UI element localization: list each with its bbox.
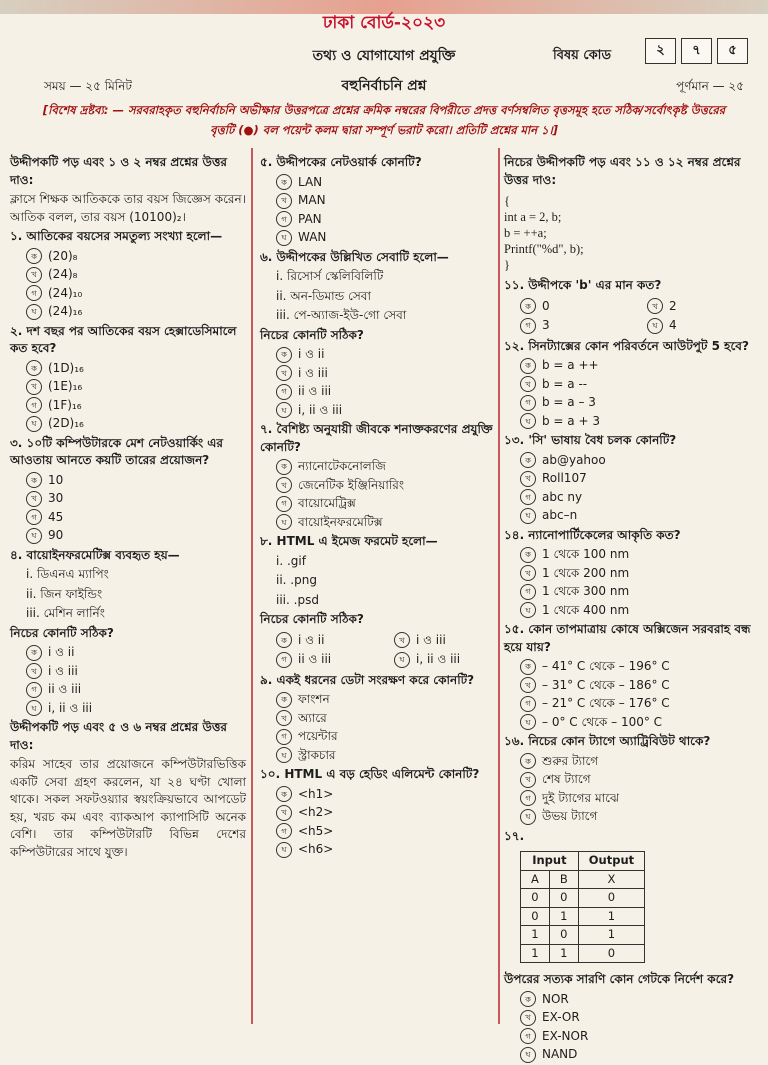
option-item xyxy=(520,771,758,789)
option-text: i ও ii xyxy=(298,347,325,361)
options-q13 xyxy=(504,452,758,525)
option-marker: ক xyxy=(520,452,536,468)
statement: ii. .png xyxy=(276,573,317,587)
option-item xyxy=(520,546,758,564)
option-item xyxy=(276,823,496,841)
option-marker: খ xyxy=(520,471,536,487)
option-item xyxy=(520,507,758,525)
option-text: 1 থেকে 200 nm xyxy=(542,565,630,580)
option-item xyxy=(276,841,496,859)
option-item xyxy=(520,753,758,771)
option-marker: গ xyxy=(520,318,536,334)
option-marker: ঘ xyxy=(276,747,292,763)
option-marker: ঘ xyxy=(520,413,536,429)
option-item xyxy=(520,714,758,732)
option-text: Roll107 xyxy=(542,471,587,485)
option-item xyxy=(276,691,496,709)
options-q10 xyxy=(260,786,496,859)
option-marker: গ xyxy=(26,682,42,698)
option-item xyxy=(520,470,758,488)
option-marker: খ xyxy=(520,1010,536,1026)
question-2: ২. দশ বছর পর আতিকের বয়স হেক্সাডেসিমালে কত হবে? xyxy=(10,323,237,355)
column-divider xyxy=(251,148,253,1024)
option-text: i ও iii xyxy=(298,365,328,380)
option-text: (20)₈ xyxy=(48,248,78,263)
option-marker: খ xyxy=(276,193,292,209)
column-divider xyxy=(498,148,500,1024)
option-item xyxy=(276,211,496,229)
option-marker: ঘ xyxy=(520,1047,536,1063)
option-marker: খ xyxy=(520,376,536,392)
question-8: ৮. HTML এ ইমেজ ফরমেট হলো— xyxy=(260,534,438,548)
option-text: 1 থেকে 300 nm xyxy=(542,584,630,598)
options-q4 xyxy=(10,644,246,717)
option-item xyxy=(276,458,496,476)
full-marks-label: পূর্ণমান — ২৫ xyxy=(676,79,744,93)
option-item xyxy=(276,229,496,247)
code-digit: ৫ xyxy=(717,38,748,64)
option-text: দুই ট্যাগের মাঝে xyxy=(542,790,620,805)
option-text: b = a + 3 xyxy=(542,413,600,428)
stimulus-heading: উদ্দীপকটি পড় এবং ৫ ও ৬ নম্বর প্রশ্নের উত্তর দাও: xyxy=(10,720,227,752)
option-marker: গ xyxy=(520,584,536,600)
table-cell: 1 xyxy=(521,926,550,945)
option-item xyxy=(26,644,246,662)
question-11: ১১. উদ্দীপকে 'b' এর মান কত? xyxy=(504,278,662,292)
column-2 xyxy=(260,152,496,860)
which-correct: নিচের কোনটি সঠিক? xyxy=(260,612,364,626)
option-text: – 0° C থেকে – 100° C xyxy=(542,714,663,729)
option-item xyxy=(276,346,496,364)
options-q3 xyxy=(10,472,246,545)
option-item xyxy=(26,285,246,303)
option-marker: গ xyxy=(520,395,536,411)
option-text: ফাংশন xyxy=(298,692,330,706)
option-item xyxy=(276,651,378,669)
option-marker: খ xyxy=(520,772,536,788)
option-marker: গ xyxy=(520,790,536,806)
option-text: <h1> xyxy=(298,786,334,801)
option-item xyxy=(520,452,758,470)
option-text: (24)₁₆ xyxy=(48,304,83,318)
table-cell: 1 xyxy=(549,944,578,963)
stimulus-text: করিম সাহেব তার প্রয়োজনে কম্পিউটারভিত্তিক একটি সেবা গ্রহণ করলেন, যা ২৪ ঘণ্টা খোলা থাকে। সকল সফটওয়্যার স্বয়ংক্রিয়ভাবে আপডেট হয়, খরচ কম এবং ব্যাকআপ ক্যাপাসিটি অনেক বেশি। তার কম্পিউটারটি বিভিন্ন দেশের কম্পিউটারের সাথে যুক্ত। xyxy=(10,757,246,859)
option-marker: গ xyxy=(276,384,292,400)
option-marker: ঘ xyxy=(276,842,292,858)
option-marker: ক xyxy=(276,786,292,802)
option-item xyxy=(276,514,496,532)
option-marker: ঘ xyxy=(276,402,292,418)
truth-table xyxy=(520,851,645,963)
option-item xyxy=(276,495,496,513)
table-cell: 0 xyxy=(549,889,578,908)
which-correct: নিচের কোনটি সঠিক? xyxy=(10,625,114,640)
table-row xyxy=(521,944,645,963)
option-item xyxy=(276,192,496,210)
option-item xyxy=(520,1046,758,1064)
option-text: 0 xyxy=(542,298,550,313)
column-3 xyxy=(504,152,758,1065)
option-item xyxy=(520,695,758,713)
option-text: i, ii ও iii xyxy=(48,700,93,715)
table-cell: 0 xyxy=(521,907,550,926)
option-marker: ক xyxy=(520,547,536,563)
options-q11 xyxy=(504,297,758,336)
option-marker: খ xyxy=(26,379,42,395)
table-cell: 0 xyxy=(521,889,550,908)
option-marker: খ xyxy=(276,805,292,821)
option-text: i ও iii xyxy=(416,632,446,647)
option-item xyxy=(520,658,758,676)
table-cell: 0 xyxy=(549,926,578,945)
option-text: উভয় ট্যাগে xyxy=(542,809,598,823)
option-text: i, ii ও iii xyxy=(416,652,461,666)
option-text: 30 xyxy=(48,491,64,505)
table-cell: 0 xyxy=(578,944,644,963)
option-text: (1E)₁₆ xyxy=(48,379,83,393)
question-6: ৬. উদ্দীপকের উল্লিখিত সেবাটি হলো— xyxy=(260,249,449,264)
option-marker: ক xyxy=(520,298,536,314)
option-marker: গ xyxy=(276,729,292,745)
option-text: অ্যারে xyxy=(298,710,327,725)
statement: iii. মেশিন লার্নিং xyxy=(26,606,105,620)
option-item xyxy=(276,402,496,420)
option-marker: গ xyxy=(520,1028,536,1044)
option-text: (1F)₁₆ xyxy=(48,397,82,412)
option-marker: ক xyxy=(276,632,292,648)
table-row xyxy=(521,907,645,926)
statement: ii. জিন ফাইন্ডিং xyxy=(26,586,103,601)
option-text: b = a ++ xyxy=(542,358,599,372)
option-item xyxy=(520,489,758,507)
option-item xyxy=(276,728,496,746)
option-marker: ক xyxy=(520,753,536,769)
option-text: b = a -- xyxy=(542,376,588,391)
table-col-header: A xyxy=(521,870,550,889)
option-marker: খ xyxy=(394,632,410,648)
code-line: Printf("%d", b); xyxy=(504,242,584,256)
option-text: স্ট্রাকচার xyxy=(298,747,336,762)
code-line: } xyxy=(504,258,510,272)
option-marker: ঘ xyxy=(520,809,536,825)
statement: i. ডিএনএ ম্যাপিং xyxy=(26,567,109,581)
option-text: শুরুর ট্যাগে xyxy=(542,753,599,768)
table-cell: 1 xyxy=(578,907,644,926)
statement: i. .gif xyxy=(276,553,306,568)
option-item xyxy=(276,804,496,822)
option-text: বায়োইনফরমেটিক্স xyxy=(298,514,383,529)
column-1 xyxy=(10,152,246,863)
option-marker: খ xyxy=(26,663,42,679)
option-text: NOR xyxy=(542,991,569,1006)
option-marker: ঘ xyxy=(276,514,292,530)
option-item xyxy=(394,651,496,669)
option-item xyxy=(26,472,246,490)
option-item xyxy=(520,602,758,620)
option-marker: ঘ xyxy=(520,714,536,730)
options-q7 xyxy=(260,458,496,531)
time-label: সময় — ২৫ মিনিট xyxy=(44,79,132,93)
option-item xyxy=(520,790,758,808)
option-marker: ক xyxy=(26,645,42,661)
code-snippet xyxy=(504,193,758,273)
option-item xyxy=(26,360,246,378)
option-text: বায়োমেট্রিক্স xyxy=(298,496,356,510)
option-text: i, ii ও iii xyxy=(298,402,343,417)
question-13: ১৩. 'সি' ভাষায় বৈধ চলক কোনটি? xyxy=(504,433,677,447)
table-cell: 1 xyxy=(549,907,578,926)
which-correct: নিচের কোনটি সঠিক? xyxy=(260,327,364,342)
stimulus-heading: উদ্দীপকটি পড় এবং ১ ও ২ নম্বর প্রশ্নের উত্তর দাও: xyxy=(10,155,227,187)
option-marker: ক xyxy=(26,472,42,488)
question-7: ৭. বৈশিষ্ট্য অনুযায়ী জীবকে শনাক্তকরণের প্রযুক্তি কোনটি? xyxy=(260,422,493,454)
option-marker: খ xyxy=(276,710,292,726)
option-text: <h2> xyxy=(298,805,334,819)
option-text: abc ny xyxy=(542,489,583,504)
option-marker: ঘ xyxy=(520,602,536,618)
option-item xyxy=(520,298,631,316)
question-4: ৪. বায়োইনফরমেটিক্স ব্যবহৃত হয়— xyxy=(10,547,180,562)
option-text: i ও ii xyxy=(48,645,75,659)
stimulus-text: ক্লাসে শিক্ষক আতিককে তার বয়স জিজ্ঞেস করেন। আতিক বলল, তার বয়স (10100)₂। xyxy=(10,192,246,224)
option-text: 45 xyxy=(48,509,64,524)
option-marker: গ xyxy=(276,823,292,839)
option-item xyxy=(276,477,496,495)
option-text: ii ও iii xyxy=(298,652,332,666)
question-12: ১২. সিনট্যাক্সের কোন পরিবর্তনে আউটপুট 5 হবে? xyxy=(504,338,749,353)
option-text: ii ও iii xyxy=(298,384,332,398)
option-marker: খ xyxy=(520,677,536,693)
option-item xyxy=(520,394,758,412)
mcq-title: বহুনির্বাচনি প্রশ্ন xyxy=(341,78,427,94)
option-text: i ও ii xyxy=(298,632,325,647)
stimulus-heading: নিচের উদ্দীপকটি পড় এবং ১১ ও ১২ নম্বর প্রশ্নের উত্তর দাও: xyxy=(504,155,741,187)
code-digit: ৭ xyxy=(681,38,712,64)
option-item xyxy=(26,378,246,396)
code-digit: ২ xyxy=(645,38,676,64)
option-marker: গ xyxy=(26,285,42,301)
code-line: int a = 2, b; xyxy=(504,210,562,224)
option-text: EX-OR xyxy=(542,1010,580,1024)
options-q12 xyxy=(504,357,758,430)
option-marker: ঘ xyxy=(26,416,42,432)
option-text: MAN xyxy=(298,193,326,207)
options-q8 xyxy=(260,631,496,670)
option-item xyxy=(520,991,758,1009)
option-marker: ক xyxy=(276,174,292,190)
option-marker: খ xyxy=(647,298,663,314)
option-text: 1 থেকে 100 nm xyxy=(542,547,630,561)
option-item xyxy=(276,632,378,650)
table-row xyxy=(521,926,645,945)
table-cell: 1 xyxy=(578,926,644,945)
option-marker: গ xyxy=(26,397,42,413)
option-text: 2 xyxy=(669,298,677,313)
question-10: ১০. HTML এ বড় হেডিং এলিমেন্ট কোনটি? xyxy=(260,767,480,781)
option-item xyxy=(26,490,246,508)
question-15: ১৫. কোন তাপমাত্রায় কোষে অক্সিজেন সরবরাহ বন্ধ হয়ে যায়? xyxy=(504,622,751,654)
statement: i. রিসোর্স স্কেলিবিলিটি xyxy=(276,269,384,283)
option-marker: ক xyxy=(26,248,42,264)
option-item xyxy=(276,710,496,728)
option-text: EX-NOR xyxy=(542,1028,589,1043)
option-item xyxy=(26,397,246,415)
option-marker: খ xyxy=(520,565,536,581)
option-marker: খ xyxy=(276,477,292,493)
subject-title: তথ্য ও যোগাযোগ প্রযুক্তি xyxy=(312,48,456,64)
options-q2 xyxy=(10,360,246,433)
option-text: (24)₈ xyxy=(48,267,78,281)
option-text: b = a – 3 xyxy=(542,395,596,409)
options-q5 xyxy=(260,174,496,247)
option-marker: খ xyxy=(276,365,292,381)
option-marker: গ xyxy=(26,509,42,525)
options-q15 xyxy=(504,658,758,731)
code-line: { xyxy=(504,194,510,208)
option-item xyxy=(26,527,246,545)
option-text: WAN xyxy=(298,230,327,244)
option-text: abc–n xyxy=(542,508,578,522)
option-marker: ক xyxy=(520,991,536,1007)
subject-code-boxes xyxy=(640,38,748,64)
option-marker: গ xyxy=(520,696,536,712)
option-item xyxy=(276,383,496,401)
option-marker: ঘ xyxy=(26,528,42,544)
option-text: – 31° C থেকে – 186° C xyxy=(542,677,670,692)
options-q6 xyxy=(260,346,496,419)
option-item xyxy=(26,415,246,433)
option-marker: ঘ xyxy=(394,652,410,668)
option-text: PAN xyxy=(298,211,322,226)
option-text: i ও iii xyxy=(48,663,78,678)
option-item xyxy=(520,413,758,431)
option-item xyxy=(520,565,758,583)
options-q14 xyxy=(504,546,758,619)
options-q17 xyxy=(504,991,758,1064)
option-item xyxy=(276,365,496,383)
option-item xyxy=(276,174,496,192)
statement: iii. .psd xyxy=(276,592,319,607)
option-text: 3 xyxy=(542,318,550,332)
option-marker: খ xyxy=(26,491,42,507)
question-17: ১৭. xyxy=(504,828,525,843)
question-1: ১. আতিকের বয়সের সমতুল্য সংখ্যা হলো— xyxy=(10,229,223,243)
question-3: ৩. ১০টি কম্পিউটারকে মেশ নেটওয়ার্কিং এর আওতায় আনতে কয়টি তারের প্রয়োজন? xyxy=(10,435,224,467)
option-item xyxy=(26,266,246,284)
option-item xyxy=(520,1028,758,1046)
option-item xyxy=(276,786,496,804)
option-item xyxy=(394,632,496,650)
option-text: শেষ ট্যাগে xyxy=(542,772,591,786)
table-group-input: Input xyxy=(521,852,579,871)
option-text: ab@yahoo xyxy=(542,452,606,467)
table-row xyxy=(521,889,645,908)
option-marker: ক xyxy=(26,360,42,376)
code-line: b = ++a; xyxy=(504,226,547,240)
option-item xyxy=(26,663,246,681)
subject-code-label: বিষয় কোড xyxy=(553,48,612,63)
option-text: ii ও iii xyxy=(48,682,82,696)
option-text: <h5> xyxy=(298,823,334,838)
option-text: জেনেটিক ইঞ্জিনিয়ারিং xyxy=(298,477,405,492)
options-q9 xyxy=(260,691,496,764)
table-col-header: B xyxy=(549,870,578,889)
option-marker: ঘ xyxy=(647,318,663,334)
options-q16 xyxy=(504,753,758,826)
statement: iii. পে-অ্যাজ-ইউ-গো সেবা xyxy=(276,308,407,322)
option-marker: ঘ xyxy=(26,700,42,716)
option-item xyxy=(26,303,246,321)
option-text: NAND xyxy=(542,1047,578,1061)
option-item xyxy=(520,376,758,394)
table-group-output: Output xyxy=(578,852,644,871)
option-item xyxy=(520,583,758,601)
option-text: – 41° C থেকে – 196° C xyxy=(542,659,670,673)
option-marker: গ xyxy=(520,489,536,505)
instruction-note: [বিশেষ দ্রষ্টব্য: — সরবরাহকৃত বহুনির্বাচনি অভীক্ষার উত্তরপত্রে প্রশ্নের ক্রমিক নম্বরের বিপরীতে প্রদত্ত বর্ণসম্বলিত বৃত্তসমূহ হতে সঠিক/সর্বোৎকৃষ্ট উত্তরের বৃত্তটি (●) বল পয়েন্ট কলম দ্বারা সম্পূর্ণ ভরাট করো। প্রতিটি প্রশ্নের মান ১।] xyxy=(42,103,726,137)
statement: ii. অন-ডিমান্ড সেবা xyxy=(276,288,371,303)
options-q1 xyxy=(10,248,246,321)
option-marker: গ xyxy=(276,652,292,668)
question-14: ১৪. ন্যানোপার্টিকেলের আকৃতি কত? xyxy=(504,527,681,542)
option-marker: ঘ xyxy=(26,304,42,320)
option-text: (2D)₁₆ xyxy=(48,416,84,430)
option-text: – 21° C থেকে – 176° C xyxy=(542,696,670,710)
option-text: পয়েন্টার xyxy=(298,729,338,743)
option-text: LAN xyxy=(298,174,323,189)
board-title: ঢাকা বোর্ড-২০২৩ xyxy=(322,13,446,33)
table-col-header: X xyxy=(578,870,644,889)
option-item xyxy=(647,317,758,335)
question-5: ৫. উদ্দীপকের নেটওয়ার্ক কোনটি? xyxy=(260,155,422,169)
option-text: <h6> xyxy=(298,842,334,856)
option-item xyxy=(520,357,758,375)
option-text: 10 xyxy=(48,472,64,487)
table-cell: 0 xyxy=(578,889,644,908)
option-marker: ক xyxy=(276,692,292,708)
option-marker: ক xyxy=(520,659,536,675)
option-item xyxy=(520,677,758,695)
option-text: 1 থেকে 400 nm xyxy=(542,602,630,617)
option-marker: ঘ xyxy=(276,230,292,246)
option-marker: গ xyxy=(276,211,292,227)
table-cell: 1 xyxy=(521,944,550,963)
option-marker: ক xyxy=(276,347,292,363)
option-item xyxy=(520,808,758,826)
question-17-text: উপরের সত্যক সারণি কোন গেটকে নির্দেশ করে? xyxy=(504,972,735,986)
option-text: 4 xyxy=(669,318,677,332)
option-marker: গ xyxy=(276,496,292,512)
option-marker: খ xyxy=(26,267,42,283)
option-marker: ঘ xyxy=(520,508,536,524)
option-item xyxy=(26,248,246,266)
option-text: 90 xyxy=(48,528,64,542)
option-marker: ক xyxy=(276,459,292,475)
option-item xyxy=(26,681,246,699)
option-marker: ক xyxy=(520,358,536,374)
question-9: ৯. একই ধরনের ডেটা সংরক্ষণ করে কোনটি? xyxy=(260,672,475,687)
option-text: (1D)₁₆ xyxy=(48,360,84,375)
option-item xyxy=(647,298,758,316)
option-item xyxy=(276,747,496,765)
option-item xyxy=(26,700,246,718)
option-item xyxy=(26,509,246,527)
question-16: ১৬. নিচের কোন ট্যাগে অ্যাট্রিবিউট থাকে? xyxy=(504,734,711,748)
option-text: (24)₁₀ xyxy=(48,285,83,300)
option-text: ন্যানোটেকনোলজি xyxy=(298,459,386,473)
option-item xyxy=(520,317,631,335)
